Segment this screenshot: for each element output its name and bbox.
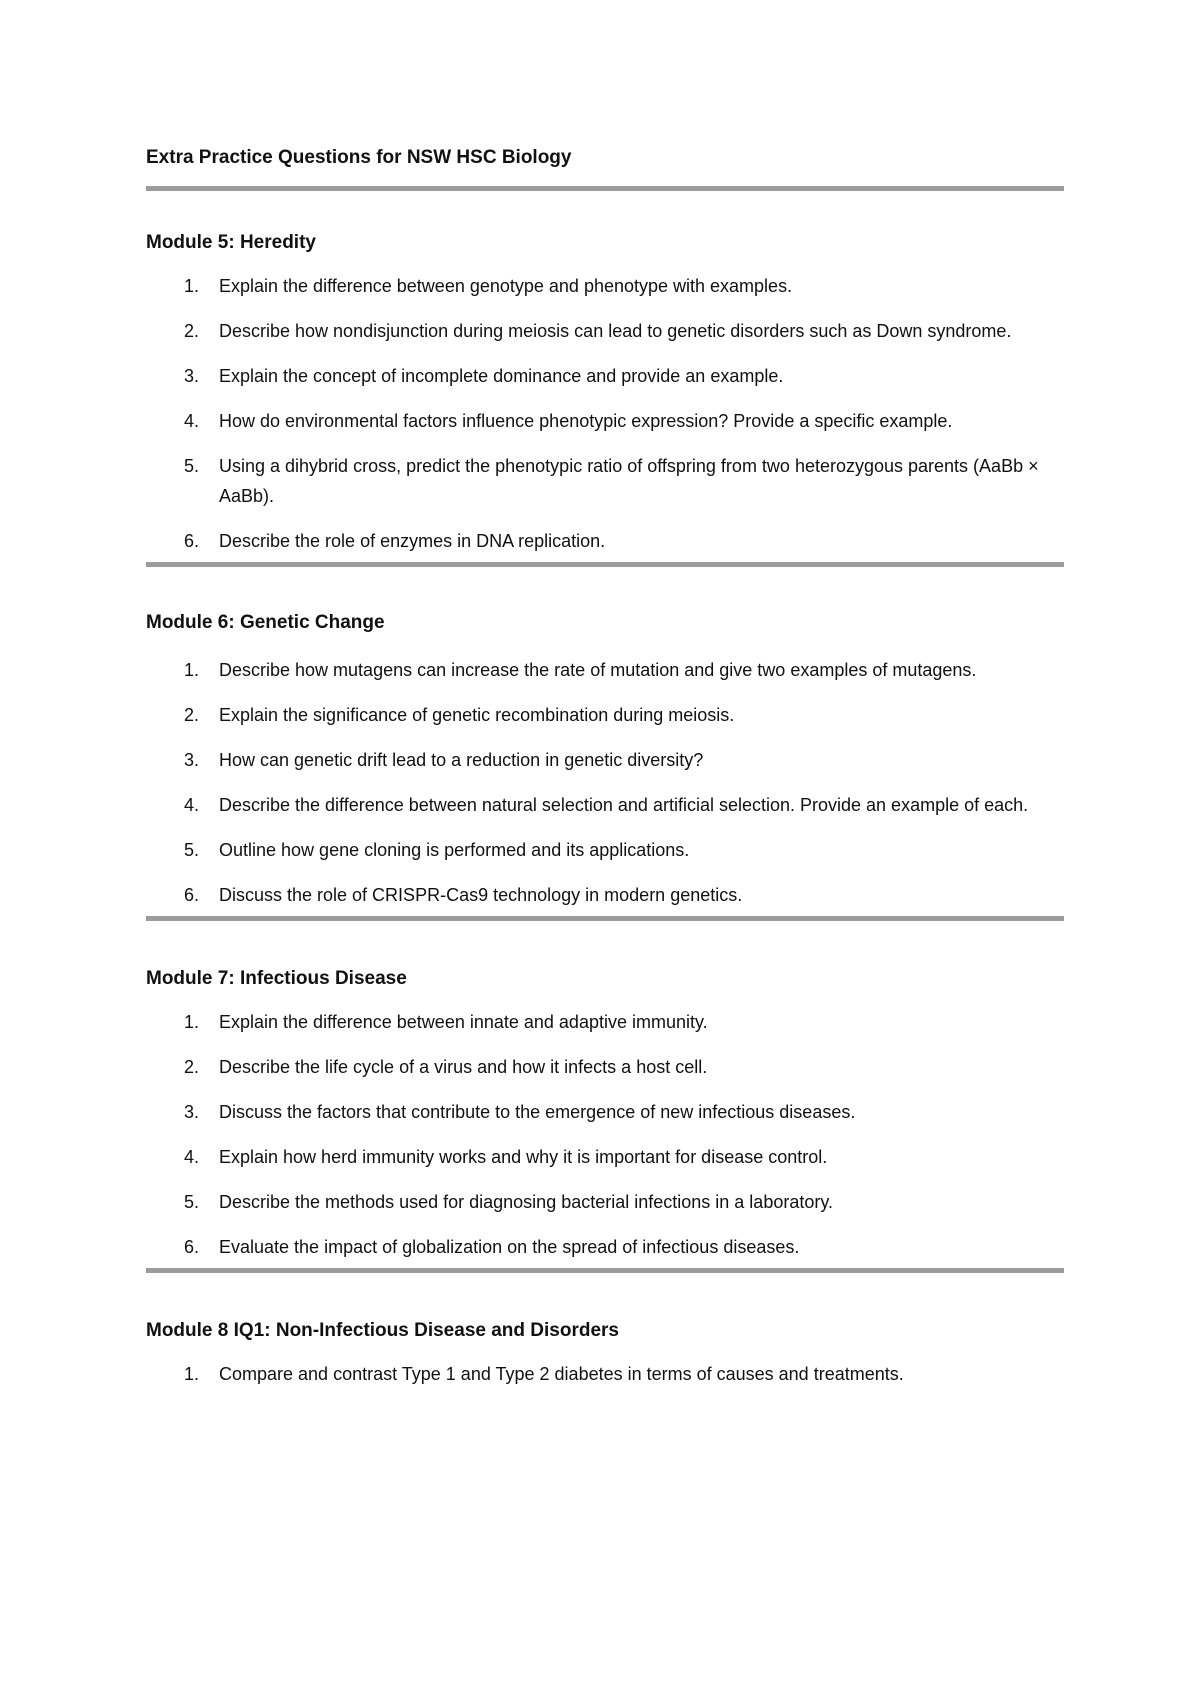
section-divider: [146, 1268, 1064, 1273]
section-divider: [146, 916, 1064, 921]
question-item: [146, 406, 1064, 436]
question-item: [146, 1359, 1064, 1389]
document-title: Extra Practice Questions for NSW HSC Biology: [146, 147, 572, 168]
question-item: [146, 316, 1064, 346]
module-section-6: [146, 609, 1064, 921]
module-title: Module 8 IQ1: Non-Infectious Disease and Disorders: [146, 1320, 619, 1341]
question-number: 5.: [184, 456, 200, 476]
question-number: 6.: [184, 885, 200, 905]
question-item: [146, 700, 1064, 730]
section-divider: [146, 562, 1064, 567]
question-text: Using a dihybrid cross, predict the phenotypic ratio of offspring from two heterozygous parents (AaBb × AaBb).: [219, 456, 1039, 506]
question-number: 1.: [184, 276, 200, 296]
question-text: Describe the methods used for diagnosing bacterial infections in a laboratory.: [219, 1192, 834, 1212]
question-item: [146, 835, 1064, 865]
question-number: 2.: [184, 1057, 200, 1077]
question-item: [146, 1052, 1064, 1082]
question-text: Explain the difference between innate and adaptive immunity.: [219, 1012, 708, 1032]
question-text: Describe the role of enzymes in DNA replication.: [219, 531, 606, 551]
question-text: Describe how mutagens can increase the rate of mutation and give two examples of mutagens.: [219, 660, 977, 680]
question-text: Explain the difference between genotype and phenotype with examples.: [219, 276, 793, 296]
question-text: Outline how gene cloning is performed and its applications.: [219, 840, 690, 860]
question-text: Explain the significance of genetic recombination during meiosis.: [219, 705, 735, 725]
question-item: [146, 745, 1064, 775]
question-list: [146, 1007, 1064, 1262]
question-item: [146, 361, 1064, 391]
question-item: [146, 1142, 1064, 1172]
question-text: Compare and contrast Type 1 and Type 2 diabetes in terms of causes and treatments.: [219, 1364, 904, 1384]
question-number: 3.: [184, 366, 200, 386]
question-item: [146, 655, 1064, 685]
question-item: [146, 271, 1064, 301]
question-text: Discuss the role of CRISPR-Cas9 technology in modern genetics.: [219, 885, 743, 905]
question-text: Discuss the factors that contribute to the emergence of new infectious diseases.: [219, 1102, 856, 1122]
question-text: Explain how herd immunity works and why it is important for disease control.: [219, 1147, 828, 1167]
question-number: 1.: [184, 660, 200, 680]
question-number: 1.: [184, 1364, 200, 1384]
question-text: How do environmental factors influence phenotypic expression? Provide a specific example.: [219, 411, 953, 431]
module-section-7: [146, 965, 1064, 1273]
question-number: 5.: [184, 1192, 200, 1212]
module-title: Module 6: Genetic Change: [146, 612, 385, 633]
question-item: [146, 1232, 1064, 1262]
module-title: Module 7: Infectious Disease: [146, 968, 407, 989]
module-section-8-iq1: [146, 1317, 1064, 1389]
module-title: Module 5: Heredity: [146, 232, 316, 253]
question-number: 6.: [184, 531, 200, 551]
document-page: [146, 140, 1064, 1404]
question-number: 3.: [184, 750, 200, 770]
question-list: [146, 271, 1064, 556]
question-item: [146, 526, 1064, 556]
question-text: Describe the life cycle of a virus and how it infects a host cell.: [219, 1057, 708, 1077]
question-number: 6.: [184, 1237, 200, 1257]
question-number: 1.: [184, 1012, 200, 1032]
question-number: 4.: [184, 1147, 200, 1167]
question-item: [146, 1097, 1064, 1127]
question-list: [146, 655, 1064, 910]
question-list: [146, 1359, 1064, 1389]
question-number: 3.: [184, 1102, 200, 1122]
module-section-5: [146, 229, 1064, 567]
question-item: [146, 1187, 1064, 1217]
question-number: 4.: [184, 411, 200, 431]
question-item: [146, 880, 1064, 910]
question-item: [146, 1007, 1064, 1037]
question-number: 5.: [184, 840, 200, 860]
question-text: Describe how nondisjunction during meiosis can lead to genetic disorders such as Down syndrome.: [219, 321, 1012, 341]
question-text: How can genetic drift lead to a reduction in genetic diversity?: [219, 750, 704, 770]
question-item: [146, 790, 1064, 820]
question-number: 4.: [184, 795, 200, 815]
title-divider: [146, 186, 1064, 191]
question-text: Describe the difference between natural selection and artificial selection. Provide an example of each.: [219, 795, 1029, 815]
question-item: [146, 451, 1064, 511]
question-number: 2.: [184, 321, 200, 341]
question-text: Explain the concept of incomplete dominance and provide an example.: [219, 366, 784, 386]
question-number: 2.: [184, 705, 200, 725]
question-text: Evaluate the impact of globalization on the spread of infectious diseases.: [219, 1237, 800, 1257]
